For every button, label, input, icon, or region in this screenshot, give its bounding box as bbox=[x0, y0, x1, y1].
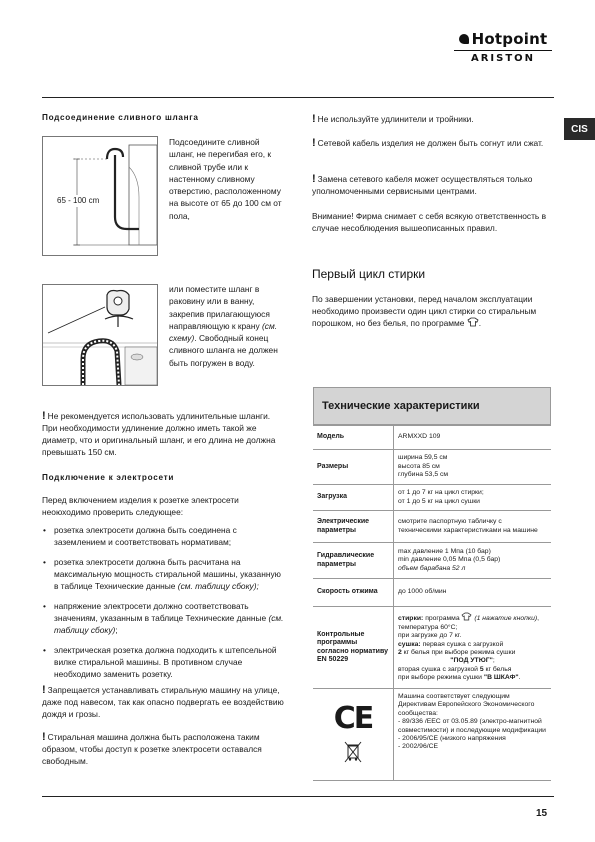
exclamation-icon: ! bbox=[42, 410, 46, 422]
spec-value: от 1 до 7 кг на цикл стирки; от 1 до 5 кг на цикл сушки bbox=[394, 485, 552, 511]
spec-key: Электрические параметры bbox=[313, 511, 394, 543]
table-row bbox=[313, 607, 551, 689]
cotton-program-icon bbox=[467, 317, 479, 327]
electric-checklist bbox=[42, 524, 287, 680]
spec-value: смотрите паспортную табличку с техническими характеристиками на машине bbox=[394, 511, 552, 543]
list-item: • розетка электросети должна быть соединена с заземлением и соответствовать нормативам; bbox=[42, 524, 287, 548]
table-row bbox=[313, 579, 551, 607]
spec-value: до 1000 об/мин bbox=[394, 579, 552, 607]
weee-bin-icon bbox=[344, 741, 362, 763]
first-cycle-title: Первый цикл стирки bbox=[312, 267, 426, 281]
figure-sink-drain bbox=[42, 284, 158, 386]
warning-no-adapters: ! Не используйте удлинители и тройники. bbox=[312, 113, 474, 125]
spec-value: max давление 1 Мпа (10 бар) min давление 0,05 Мпа (0,5 бар) объем барабана 52 л bbox=[394, 543, 552, 579]
height-range-label: 65 - 100 cm bbox=[57, 196, 100, 205]
attention-note: Внимание! Фирма снимает с себя всякую ответственность в случае несоблюдения вышеописанных правил. bbox=[312, 211, 547, 233]
warning-extension-hose: ! Не рекомендуется использовать удлинительные шланги. При необходимости удлинение должно иметь такой же диаметр, что и оригинальный шланг, и его длина не должна превышать 150 см. bbox=[42, 410, 276, 457]
spec-key: Модель bbox=[313, 426, 394, 450]
figure-wall-drain bbox=[42, 136, 158, 256]
page-number: 15 bbox=[536, 808, 548, 819]
brand-logo bbox=[448, 30, 558, 64]
spec-key: Размеры bbox=[313, 450, 394, 485]
spec-value: ширина 59,5 см высота 85 см глубина 53,5 см bbox=[394, 450, 552, 485]
table-row bbox=[313, 426, 551, 450]
electric-section bbox=[42, 494, 287, 688]
spec-value-control-programs: стирки: программа (1 нажатие кнопки), температура 60°С; при загрузке до 7 кг. сушка: первая сушка с загрузкой 2 кг белья при выборе режима сушки "ПОД УТЮГ"; вторая сушка с загрузкой 5 кг белья при выборе режима сушки "В ШКАФ". bbox=[394, 607, 552, 689]
hotpoint-mark-icon bbox=[459, 34, 469, 44]
spec-key: Скорость отжима bbox=[313, 579, 394, 607]
spec-key: Гидравлические параметры bbox=[313, 543, 394, 579]
hotpoint-logo: Hotpoint bbox=[448, 30, 558, 48]
language-tab: CIS bbox=[564, 118, 595, 140]
table-row bbox=[313, 511, 551, 543]
exclamation-icon: ! bbox=[42, 684, 46, 696]
list-item: • электрическая розетка должна подходить к штепсельной вилке стиральной машины. В противном случае необходимо заменить розетку. bbox=[42, 644, 287, 680]
spec-value: ARMXXD 109 bbox=[394, 426, 552, 450]
ce-marks-cell bbox=[313, 689, 394, 781]
exclamation-icon: ! bbox=[312, 137, 316, 149]
exclamation-icon: ! bbox=[42, 731, 46, 743]
drain-heading: Подсоединение сливного шланга bbox=[42, 113, 199, 122]
warning-outdoor: ! Запрещается устанавливать стиральную машину на улице, даже под навесом, так как опасно подвергать ее воздействию дождя и грозы. bbox=[42, 684, 284, 719]
warning-cable-replace: ! Замена сетевого кабеля может осуществляться только уполномоченными сервисными центрами. bbox=[312, 173, 533, 196]
ce-directives: Машина соответствует следующим Директивам Европейского Экономического сообщества: - 89/336 /ЕЕС от 03.05.89 (электро-магнитной совместимости) и последующие модификации - 2006/95/СЕ (низкого напряжения - 2002/96/СЕ bbox=[394, 689, 552, 781]
electric-heading: Подключение к электросети bbox=[42, 473, 175, 482]
table-row bbox=[313, 689, 551, 781]
bottom-rule bbox=[42, 796, 554, 797]
cotton-program-icon bbox=[461, 612, 472, 621]
spec-key: Загрузка bbox=[313, 485, 394, 511]
sink-drain-illustration bbox=[43, 285, 157, 385]
list-item: • розетка электросети должна быть расчитана на максимальную мощность стиральной машины, указанную в таблице Технические данные (см. таблицу сбоку); bbox=[42, 556, 287, 592]
table-row bbox=[313, 485, 551, 511]
exclamation-icon: ! bbox=[312, 113, 316, 125]
list-item: • напряжение электросети должно соответствовать значениям, указанным в таблице Технические данные (см. таблицу сбоку); bbox=[42, 600, 287, 636]
electric-intro: Перед включением изделия к розетке электросети неоюходимо проверить следующее: bbox=[42, 495, 239, 517]
exclamation-icon: ! bbox=[312, 173, 316, 185]
table-row bbox=[313, 450, 551, 485]
drain-text-wall: Подсоедините сливной шланг, не перегибая его, к сливной трубе или к настенному сливному отверстию, расположенному на высоте от 65 до 100 см от пола, bbox=[169, 137, 282, 221]
table-row bbox=[313, 543, 551, 579]
spec-table bbox=[313, 425, 551, 781]
ce-mark-icon: CE bbox=[333, 700, 373, 736]
warning-cable-bent: ! Сетевой кабель изделия не должен быть согнут или сжат. bbox=[312, 137, 544, 149]
spec-key: Контрольные программы согласно нормативу EN 50229 bbox=[313, 607, 394, 689]
first-cycle-text: По завершении установки, перед началом эксплуатации необходимо произвести один цикл стирки со стиральным порошком, но без белья, по программе . bbox=[312, 294, 537, 328]
top-rule bbox=[42, 97, 554, 98]
spec-table-title: Технические характеристики bbox=[313, 387, 551, 425]
warning-socket-access: ! Стиральная машина должна быть расположена таким образом, чтобы доступ к розетке электросети оставался свободным. bbox=[42, 731, 262, 766]
ariston-logo: ARISTON bbox=[470, 53, 536, 64]
drain-text-sink: или поместите шланг в раковину или в ванну, закрепив прилагающуюся направляющую к крану (см. схему). Свободный конец сливного шланга не должен быть погружен в воду. bbox=[169, 284, 278, 368]
